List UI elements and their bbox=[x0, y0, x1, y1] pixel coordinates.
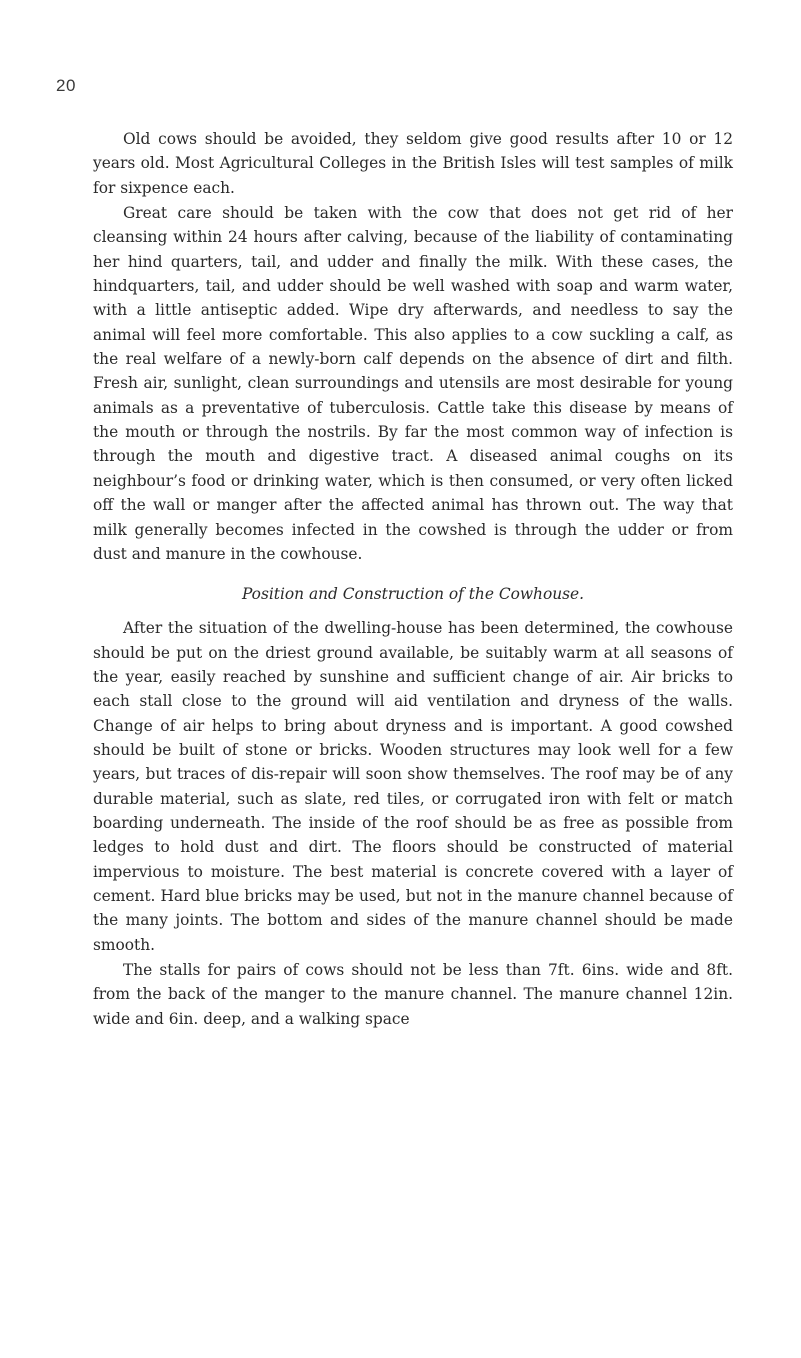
section-heading: Position and Construction of the Cowhouse. bbox=[241, 585, 585, 604]
paragraph-cowhouse-construction: After the situation of the dwelling-house has been determined, the cowhouse should be put on the driest ground available, be suitably warm at all seasons of the year, easily reached by sunshine and sufficient change of air. Air bricks to each stall close to the ground will aid ventilation and dryness of the walls. Change of air helps to bring about dryness and is important. A good cowshed should be built of stone or bricks. Wooden structures may look well for a few years, but traces of dis-repair will soon show themselves. The roof may be of any durable material, such as slate, red tiles, or corrugated iron with felt or match boarding underneath. The inside of the roof should be as free as possible from ledges to hold dust and dirt. The floors should be constructed of material impervious to moisture. The best material is concrete covered with a layer of cement. Hard blue bricks may be used, but not in the manure channel because of the many joints. The bottom and sides of the manure channel should be made smooth. bbox=[93, 619, 733, 954]
paragraph-stall-dimensions: The stalls for pairs of cows should not be less than 7ft. 6ins. wide and 8ft. from the back of the manger to the manure channel. The manure channel 12in. wide and 6in. deep, and a walking space bbox=[93, 961, 733, 1028]
paragraph-cleansing-and-tuberculosis: Great care should be taken with the cow that does not get rid of her cleansing within 24 hours after calving, because of the liability of contaminating her hind quarters, tail, and udder and finally the milk. With these cases, the hindquarters, tail, and udder should be well washed with soap and warm water, with a little antiseptic added. Wipe dry afterwards, and needless to say the animal will feel more comfortable. This also applies to a cow suckling a calf, as the real welfare of a newly-born calf depends on the absence of dirt and filth. Fresh air, sunlight, clean surroundings and utensils are most desirable for young animals as a preventative of tuberculosis. Cattle take this disease by means of the mouth or through the nostrils. By far the most common way of infection is through the mouth and digestive tract. A diseased animal coughs on its neighbour’s food or drinking water, which is then consumed, or very often licked off the wall or manger after the affected animal has thrown out. The way that milk generally becomes infected in the cowshed is through the udder or from dust and manure in the cowhouse. bbox=[93, 204, 733, 563]
page-body bbox=[93, 127, 733, 1031]
page-number: 20 bbox=[56, 76, 76, 95]
paragraph-old-cows: Old cows should be avoided, they seldom give good results after 10 or 12 years old. Most Agricultural Colleges in the British Isles will test samples of milk for sixpence each. bbox=[93, 130, 733, 197]
